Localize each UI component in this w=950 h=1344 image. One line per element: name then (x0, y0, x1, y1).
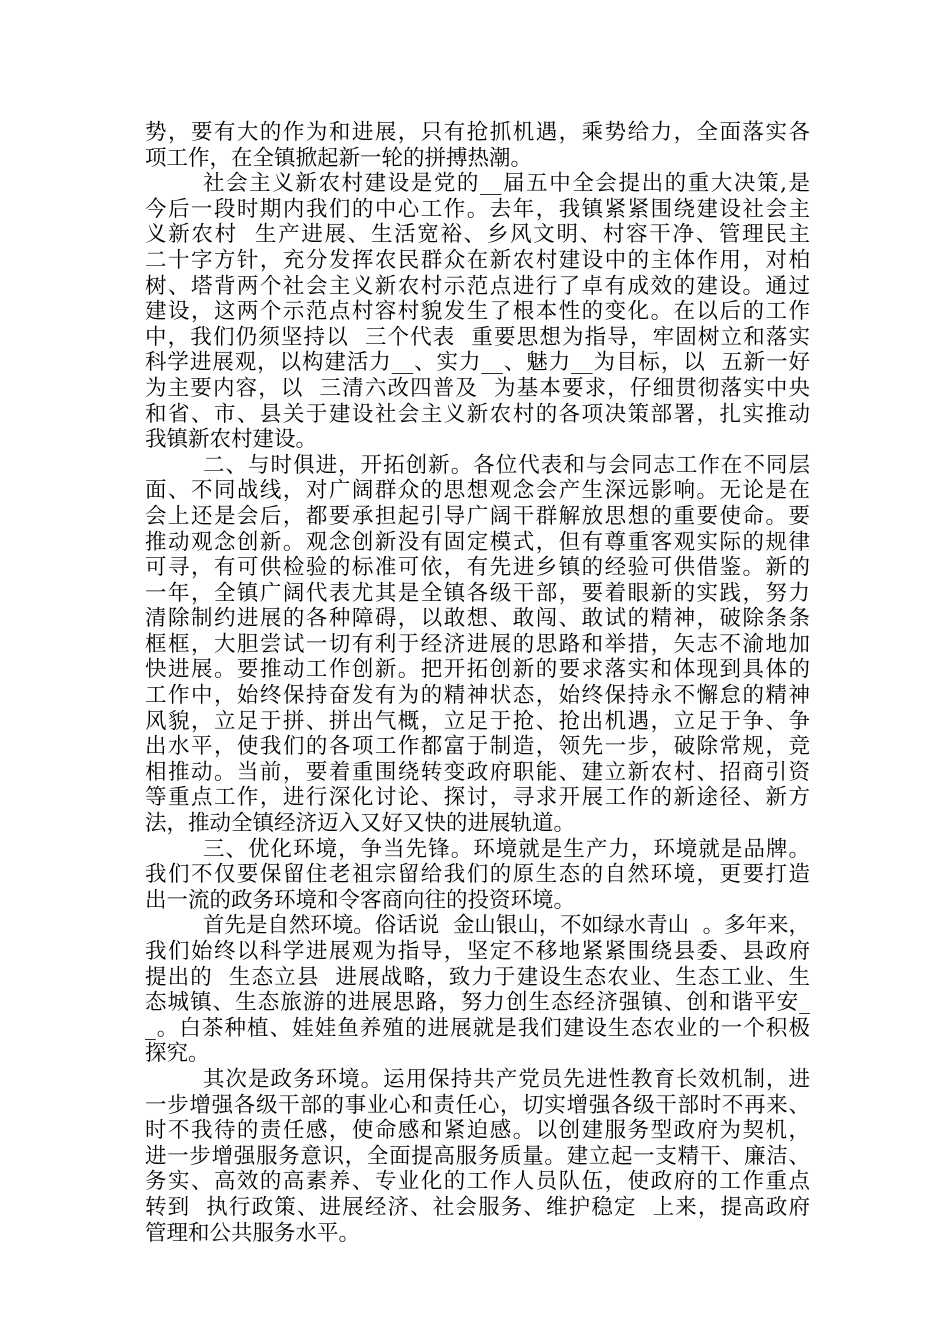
text-line: 为主要内容，以 三清六改四普及 为基本要求，仔细贯彻落实中央 (145, 375, 810, 401)
text-line: 科学进展观，以构建活力__、实力__、魅力__为目标，以 五新一好 (145, 350, 810, 376)
text-line: 等重点工作，进行深化讨论、探讨，寻求开展工作的新途径、新方 (145, 785, 810, 811)
text-line: 框框，大胆尝试一切有利于经济进展的思路和举措，矢志不渝地加 (145, 631, 810, 657)
text-line: 快进展。要推动工作创新。把开拓创新的要求落实和体现到具体的 (145, 657, 810, 683)
text-line: 我镇新农村建设。 (145, 427, 318, 453)
text-line: 我们不仅要保留住老祖宗留给我们的原生态的自然环境，更要打造 (145, 862, 810, 888)
text-line: 义新农村 生产进展、生活宽裕、乡风文明、村容干净、管理民主 (145, 222, 810, 248)
text-line: 势，要有大的作为和进展，只有抢抓机遇，乘势给力，全面落实各 (145, 120, 810, 145)
text-line: 树、塔背两个社会主义新农村示范点进行了卓有成效的建设。通过 (145, 273, 810, 299)
text-line: 一步增强各级干部的事业心和责任心，切实增强各级干部时不再来、 (145, 1092, 810, 1118)
text-line: 务实、高效的高素养、专业化的工作人员队伍，使政府的工作重点 (145, 1169, 810, 1195)
document-body (145, 120, 810, 1246)
text-line: 法，推动全镇经济迈入又好又快的进展轨道。 (145, 811, 576, 837)
text-line: 今后一段时期内我们的中心工作。去年，我镇紧紧围绕建设社会主 (145, 196, 810, 222)
text-line: 进一步增强服务意识，全面提高服务质量。建立起一支精干、廉洁、 (145, 1143, 810, 1169)
text-line: 会上还是会后，都要承担起引导广阔干群解放思想的重要使命。要 (145, 503, 810, 529)
text-line: 相推动。当前，要着重围绕转变政府职能、建立新农村、招商引资 (145, 759, 810, 785)
text-line: 其次是政务环境。运用保持共产党员先进性教育长效机制，进 (203, 1066, 810, 1092)
text-line: 可寻，有可供检验的标准可依，有先进乡镇的经验可供借鉴。新的 (145, 555, 810, 581)
text-line: 面、不同战线，对广阔群众的思想观念会产生深远影响。无论是在 (145, 478, 810, 504)
text-line: 清除制约进展的各种障碍，以敢想、敢闯、敢试的精神，破除条条 (145, 606, 810, 632)
text-line: 首先是自然环境。俗话说 金山银山，不如绿水青山 。多年来， (203, 913, 810, 939)
text-line: 和省、市、县关于建设社会主义新农村的各项决策部署，扎实推动 (145, 401, 810, 427)
text-line: 社会主义新农村建设是党的__届五中全会提出的重大决策,是 (203, 171, 810, 197)
text-line: _。白茶种植、娃娃鱼养殖的进展就是我们建设生态农业的一个积极 (145, 1015, 810, 1041)
text-line: 工作中，始终保持奋发有为的精神状态，始终保持永不懈怠的精神 (145, 683, 810, 709)
text-line: 态城镇、生态旅游的进展思路，努力创生态经济强镇、创和谐平安_ (145, 990, 810, 1016)
text-line: 风貌，立足于拼、拼出气概，立足于抢、抢出机遇，立足于争、争 (145, 708, 810, 734)
text-line: 转到 执行政策、进展经济、社会服务、维护稳定 上来，提高政府 (145, 1194, 810, 1220)
text-line: 建设，这两个示范点村容村貌发生了根本性的变化。在以后的工作 (145, 299, 810, 325)
text-line: 中，我们仍须坚持以 三个代表 重要思想为指导，牢固树立和落实 (145, 324, 810, 350)
text-line: 二十字方针，充分发挥农民群众在新农村建设中的主体作用，对柏 (145, 247, 810, 273)
text-line: 出水平，使我们的各项工作都富于制造，领先一步，破除常规，竞 (145, 734, 810, 760)
text-line: 出一流的政务环境和令客商向往的投资环境。 (145, 887, 576, 913)
text-line: 二、与时俱进，开拓创新。各位代表和与会同志工作在不同层 (203, 452, 810, 478)
text-line: 我们始终以科学进展观为指导，坚定不移地紧紧围绕县委、县政府 (145, 939, 810, 964)
text-line: 一年，全镇广阔代表尤其是全镇各级干部，要着眼新的实践，努力 (145, 580, 810, 606)
text-line: 提出的 生态立县 进展战略，致力于建设生态农业、生态工业、生 (145, 964, 810, 990)
text-line: 时不我待的责任感，使命感和紧迫感。以创建服务型政府为契机， (145, 1118, 810, 1144)
text-line: 管理和公共服务水平。 (145, 1220, 361, 1246)
text-line: 三、优化环境，争当先锋。环境就是生产力，环境就是品牌。 (203, 836, 810, 862)
text-line: 推动观念创新。观念创新没有固定模式，但有尊重客观实际的规律 (145, 529, 810, 555)
text-line: 项工作，在全镇掀起新一轮的拼搏热潮。 (145, 145, 533, 171)
text-line: 探究。 (145, 1041, 210, 1067)
